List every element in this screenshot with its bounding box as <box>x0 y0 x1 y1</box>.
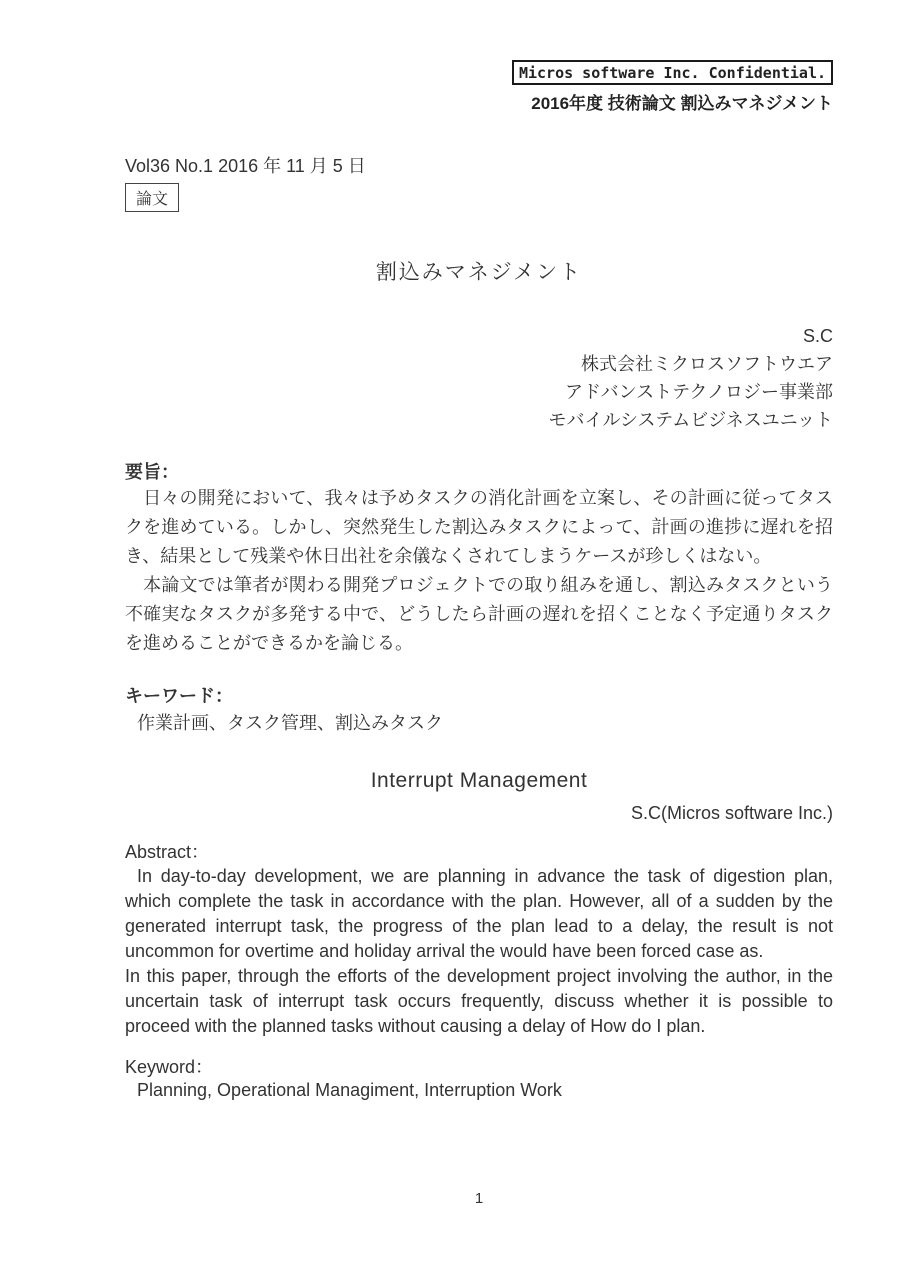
author-unit: モバイルシステムビジネスユニット <box>548 410 833 430</box>
title-japanese: 割込みマネジメント <box>375 261 583 284</box>
abstract-en-heading: Abstract： <box>125 842 210 862</box>
header-subtitle: 2016年度 技術論文 割込みマネジメント <box>531 94 833 113</box>
author-english: S.C(Micros software Inc.) <box>630 803 833 823</box>
keywords-en-heading: Keyword： <box>125 1057 214 1077</box>
volume-line: Vol36 No.1 2016 年 11 月 5 日 <box>125 156 366 176</box>
abstract-en-paragraph-2: In this paper, through the efforts of the development project involving the author, in the uncertain task of interrupt task occurs frequently, discuss whether it is possible to proceed with the planned tasks without causing a delay of How do I plan. <box>125 966 833 1036</box>
author-company: 株式会社ミクロスソフトウエア <box>581 354 833 374</box>
abstract-ja-paragraph-1: 日々の開発において、我々は予めタスクの消化計画を立案し、その計画に従ってタスクを進めている。しかし、突然発生した割込みタスクによって、計画の進捗に遅れを招き、結果として残業や休日出社を余儀なくされてしまうケースが珍しくはない。 <box>125 488 833 566</box>
confidential-stamp: Micros software Inc. Confidential. <box>512 60 833 85</box>
abstract-ja-paragraph-2: 本論文では筆者が関わる開発プロジェクトでの取り組みを通し、割込みタスクという不確実なタスクが多発する中で、どうしたら計画の遅れを招くことなく予定通りタスクを進めることができるかを論じる。 <box>125 575 833 653</box>
author-division: アドバンストテクノロジー事業部 <box>564 382 833 402</box>
doc-type-box-row <box>125 178 833 212</box>
author-name: S.C <box>802 326 833 346</box>
page-number: 1 <box>474 1190 484 1207</box>
author-block <box>125 322 833 434</box>
keywords-ja-text: 作業計画、タスク管理、割込みタスク <box>137 713 443 733</box>
abstract-ja-heading: 要旨： <box>125 462 179 482</box>
doc-type-label: 論文 <box>125 183 179 212</box>
keywords-ja-heading: キーワード： <box>125 686 233 706</box>
abstract-en-paragraph-1: In day-to-day development, we are planning in advance the task of digestion plan, which complete the task in accordance with the plan. However, all of a sudden by the generated interrupt task, the progress of the plan lead to a delay, the result is not uncommon for overtime and holiday arrival the would have been forced case as. <box>125 866 833 961</box>
keywords-en-text: Planning, Operational Managiment, Interruption Work <box>137 1080 562 1100</box>
title-english: Interrupt Management <box>370 769 588 792</box>
page-header <box>125 60 833 114</box>
